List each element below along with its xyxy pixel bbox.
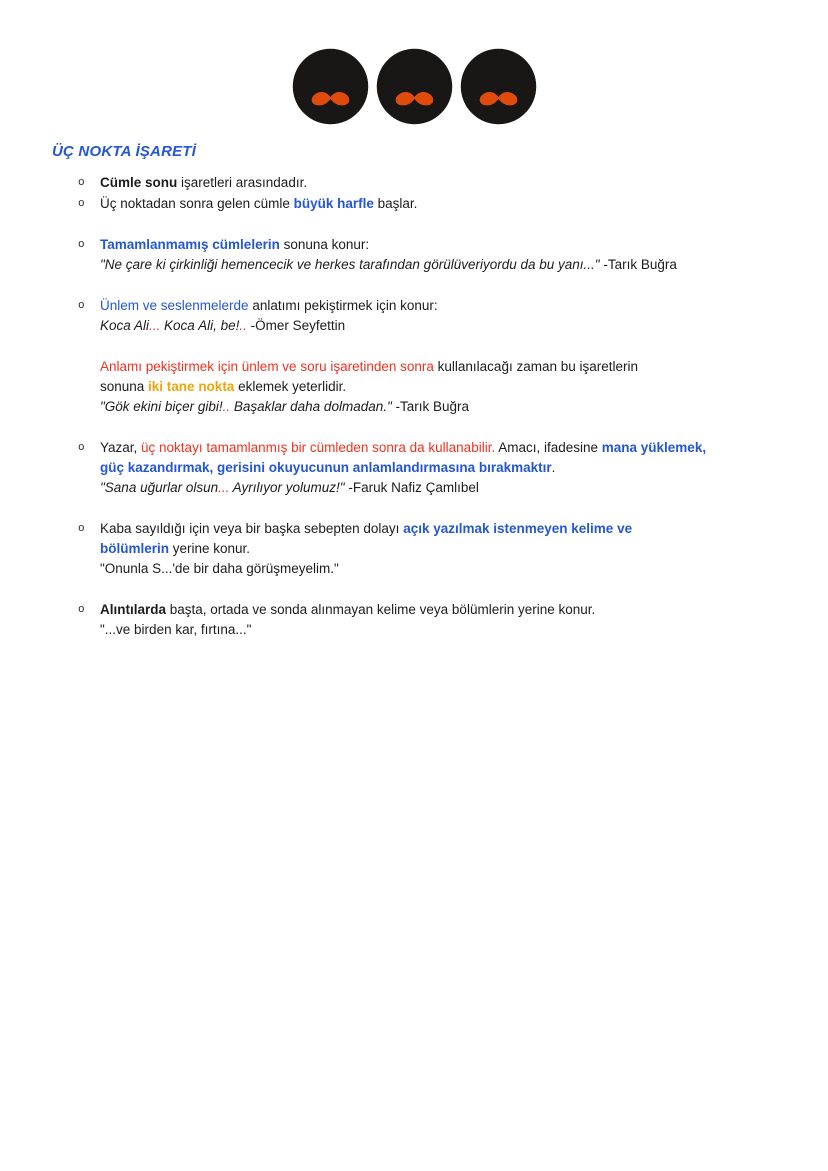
bullet-marker: o <box>78 523 85 535</box>
text-segment: mana yüklemek, <box>601 440 707 455</box>
list-item-body <box>100 600 794 640</box>
bullet-marker: o <box>78 177 85 189</box>
list-item <box>78 194 794 214</box>
text-segment: üç noktayı tamamlanmış bir cümleden sonra da kullanabilir. <box>141 440 496 455</box>
text-segment: Alıntılarda <box>100 602 167 617</box>
text-line <box>100 397 794 417</box>
text-segment: büyük harfle <box>293 196 374 211</box>
text-segment: Ayrılıyor yolumuz!" <box>229 480 349 495</box>
page-title: ÜÇ NOKTA İŞARETİ <box>52 143 197 160</box>
text-line <box>100 296 794 316</box>
text-segment: eklemek yeterlidir. <box>234 379 347 394</box>
text-segment: .. <box>239 318 247 333</box>
mustache-logo-icon <box>376 48 453 125</box>
list-item-body <box>100 235 794 275</box>
text-segment: Cümle sonu <box>100 175 182 190</box>
text-line <box>100 620 794 640</box>
text-line <box>100 519 794 539</box>
mustache-logo-icon <box>292 48 369 125</box>
bullet-marker: o <box>78 198 85 210</box>
text-segment: Amacı, ifadesine <box>495 440 602 455</box>
content <box>78 173 794 640</box>
bullet-marker: o <box>78 604 85 616</box>
logo-circle <box>460 49 535 124</box>
text-segment: Anlamı pekiştirmek için ünlem ve soru işaretinden sonra <box>100 359 438 374</box>
list-item-body <box>100 173 794 193</box>
text-segment: ! <box>235 318 240 333</box>
text-segment: başta, ortada ve sonda alınmayan kelime veya bölümlerin yerine konur. <box>166 602 596 617</box>
bullet-marker: o <box>78 300 85 312</box>
text-segment: . <box>551 460 556 475</box>
list-item-body <box>100 296 794 417</box>
text-segment: Yazar, <box>100 440 142 455</box>
text-segment: ... <box>149 318 161 333</box>
text-segment: "...ve birden kar, fırtına..." <box>100 622 252 637</box>
text-line <box>100 438 794 458</box>
logo-circle <box>376 49 451 124</box>
text-line <box>100 539 794 559</box>
text-line <box>100 559 794 579</box>
text-segment: iki tane nokta <box>148 379 235 394</box>
logo-circle <box>292 49 367 124</box>
text-line <box>100 255 794 275</box>
list-item <box>78 519 794 579</box>
list-item-body <box>100 438 794 498</box>
text-segment: sonuna <box>100 379 149 394</box>
text-line <box>100 357 794 377</box>
text-segment: yerine konur. <box>169 541 251 556</box>
text-segment: -Tarık Buğra <box>395 399 470 414</box>
text-segment: -Tarık Buğra <box>603 257 677 272</box>
text-segment: -Faruk Nafiz Çamlıbel <box>348 480 479 495</box>
text-line <box>100 235 794 255</box>
text-segment: Kaba sayıldığı için veya bir başka sebepten dolayı <box>100 521 404 536</box>
list-item-body <box>100 519 794 579</box>
bullet-marker: o <box>78 239 85 251</box>
text-line <box>100 377 794 397</box>
text-segment: kullanılacağı zaman bu işaretlerin <box>437 359 639 374</box>
text-segment: açık yazılmak istenmeyen kelime ve <box>403 521 633 536</box>
logo-row <box>0 0 828 125</box>
list-item <box>78 173 794 193</box>
text-segment: sonuna konur: <box>279 237 370 252</box>
text-line <box>100 194 794 214</box>
mustache-logo-icon <box>460 48 537 125</box>
text-segment: bölümlerin <box>100 541 170 556</box>
text-segment: güç kazandırmak, gerisini okuyucunun anlamlandırmasına bırakmaktır <box>100 460 552 475</box>
text-segment: Başaklar daha dolmadan." <box>230 399 396 414</box>
list-item <box>78 296 794 417</box>
text-segment: .. <box>222 399 231 414</box>
text-segment: "Gök ekini biçer gibi! <box>100 399 223 414</box>
text-segment: anlatımı pekiştirmek için konur: <box>248 298 438 313</box>
bullet-marker: o <box>78 442 85 454</box>
text-segment: işaretleri arasındadır. <box>181 175 308 190</box>
list-item <box>78 235 794 275</box>
text-line <box>100 316 794 336</box>
text-segment: "Sana uğurlar olsun <box>100 480 219 495</box>
text-segment: ... <box>218 480 230 495</box>
list-item <box>78 438 794 498</box>
list-item <box>78 600 794 640</box>
text-line <box>100 600 794 620</box>
list-item-body <box>100 194 794 214</box>
text-segment: "Onunla S...'de bir daha görüşmeyelim." <box>100 561 339 576</box>
text-line <box>100 458 794 478</box>
text-segment: Koca Ali <box>100 318 150 333</box>
text-segment: -Ömer Seyfettin <box>246 318 346 333</box>
text-segment: Tamamlanmamış cümlelerin <box>100 237 280 252</box>
text-line <box>100 478 794 498</box>
text-segment: başlar. <box>373 196 418 211</box>
text-segment: Koca Ali, be <box>160 318 236 333</box>
text-line <box>100 173 794 193</box>
text-segment: "Ne çare ki çirkinliği hemencecik ve herkes tarafından görülüveriyordu da bu yanı..." <box>100 257 604 272</box>
text-segment: Ünlem ve seslenmelerde <box>100 298 249 313</box>
text-segment: Üç noktadan sonra gelen cümle <box>100 196 294 211</box>
